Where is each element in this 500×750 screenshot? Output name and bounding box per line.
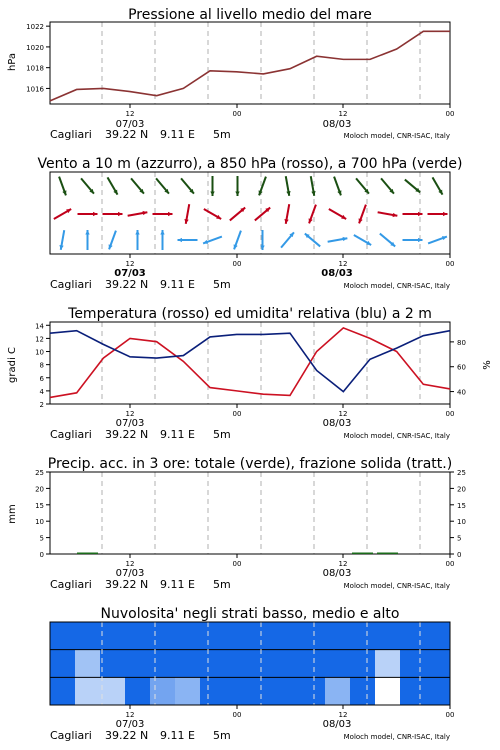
rh-ytick-label: 60 [457, 363, 466, 372]
cloud-cell [250, 622, 276, 650]
wind-arrow-head [93, 212, 98, 216]
wind-arrow-head [309, 218, 313, 223]
cloud-cell [125, 650, 151, 678]
wind-footer [50, 278, 450, 291]
temp-ytick-label: 14 [35, 322, 44, 331]
clouds-loc-lon: 9.11 E [160, 729, 195, 742]
wind-arrow-head [337, 190, 341, 195]
temp-ylabel: gradi C [7, 347, 18, 383]
temp-loc-lat: 39.22 N [105, 428, 149, 441]
clouds-credit: Moloch model, CNR-ISAC, Italy [343, 733, 450, 741]
precip-title: Precip. acc. in 3 ore: totale (verde), frazione solida (tratt.) [47, 456, 453, 472]
pressure-xtick-label: 00 [445, 110, 455, 118]
temperature-line [50, 328, 450, 398]
precip-ytick-label: 5 [39, 534, 44, 543]
wind-arrow-head [203, 240, 208, 244]
wind-arrow-head [210, 191, 214, 196]
pressure-loc-lon: 9.11 E [160, 128, 195, 141]
precip-loc-lat: 39.22 N [105, 578, 149, 591]
precip-xtick-label: 12 [125, 560, 135, 568]
temp-rh-plot [35, 322, 466, 418]
wind-arrow-head [443, 212, 448, 216]
precip-right-ytick-label: 5 [457, 534, 462, 543]
clouds-date-2: 08/03 [322, 719, 352, 730]
wind-loc-name: Cagliari [50, 278, 92, 291]
pressure-date-1: 07/03 [115, 119, 145, 130]
temp-loc-alt: 5m [213, 428, 231, 441]
cloud-cell [150, 622, 176, 650]
precip-loc-name: Cagliari [50, 578, 92, 591]
wind-arrow-head [235, 191, 239, 196]
cloud-cell [225, 677, 251, 705]
precip-ylabel: mm [7, 504, 18, 524]
cloud-cell [100, 622, 126, 650]
cloud-cell [350, 650, 376, 678]
precip-right-ytick-label: 20 [457, 485, 466, 494]
rh-ytick-label: 80 [457, 338, 466, 347]
clouds-xtick-label: 00 [232, 711, 242, 719]
clouds-title: Nuvolosita' negli strati basso, medio e alto [100, 606, 400, 622]
wind-xtick-label: 12 [125, 260, 135, 268]
clouds-loc-lat: 39.22 N [105, 729, 149, 742]
temp-xtick-label: 12 [125, 410, 135, 418]
precip-loc-alt: 5m [213, 578, 231, 591]
temp-ytick-label: 2 [39, 401, 44, 409]
pressure-xtick-label: 00 [232, 110, 242, 118]
cloud-cell [300, 622, 326, 650]
pressure-plot [26, 22, 454, 118]
wind-plot [50, 172, 454, 268]
precip-credit: Moloch model, CNR-ISAC, Italy [343, 582, 450, 590]
cloud-cell [175, 622, 201, 650]
pressure-loc-lat: 39.22 N [105, 128, 149, 141]
temp-credit: Moloch model, CNR-ISAC, Italy [343, 432, 450, 440]
pressure-ytick-label: 1020 [26, 43, 44, 52]
cloud-cell [150, 650, 176, 678]
cloud-cell [375, 622, 401, 650]
rh-ylabel: % [482, 360, 493, 370]
cloud-cell [275, 622, 301, 650]
cloud-cell [400, 677, 426, 705]
temp-date-1: 07/03 [115, 418, 145, 429]
wind-arrow-head [168, 212, 173, 216]
precip-right-ytick-label: 15 [457, 501, 466, 510]
precip-frame [50, 472, 450, 554]
precip-ytick-label: 25 [35, 469, 44, 477]
precip-ytick-label: 15 [35, 501, 44, 510]
wind-loc-alt: 5m [213, 278, 231, 291]
cloud-cell [100, 677, 126, 705]
wind-arrow-head [359, 218, 363, 223]
cloud-cell [175, 677, 201, 705]
wind-date-1: 07/03 [114, 268, 146, 279]
clouds-footer [50, 729, 450, 742]
precip-ytick-label: 20 [35, 485, 44, 494]
pressure-date-2: 08/03 [322, 119, 352, 130]
cloud-cell [250, 650, 276, 678]
pressure-line [50, 31, 450, 101]
cloud-cell [425, 622, 451, 650]
cloud-cell [125, 677, 151, 705]
precip-footer [50, 578, 450, 591]
wind-arrow-head [234, 244, 238, 249]
clouds-xtick-label: 12 [338, 711, 348, 719]
clouds-plot [50, 622, 454, 719]
wind-arrow-head [135, 230, 139, 235]
temp-xtick-label: 00 [445, 410, 455, 418]
pressure-loc-name: Cagliari [50, 128, 92, 141]
temp-loc-name: Cagliari [50, 428, 92, 441]
cloud-cell [325, 622, 351, 650]
cloud-cell [300, 650, 326, 678]
clouds-loc-alt: 5m [213, 729, 231, 742]
pressure-footer [50, 128, 450, 141]
temp-ytick-label: 10 [35, 348, 44, 357]
wind-arrow-head [178, 238, 183, 242]
wind-xtick-label: 00 [232, 260, 242, 268]
temp-xtick-label: 00 [232, 410, 242, 418]
cloud-cell [350, 677, 376, 705]
cloud-cell [125, 622, 151, 650]
cloud-cell [50, 650, 76, 678]
wind-arrow-head [442, 236, 447, 240]
wind-arrow-head [109, 244, 113, 249]
wind-loc-lon: 9.11 E [160, 278, 195, 291]
pressure-xtick-label: 12 [125, 110, 135, 118]
precip-bar [352, 553, 373, 555]
cloud-cell [325, 677, 351, 705]
temp-xtick-label: 12 [338, 410, 348, 418]
cloud-cell [50, 677, 76, 705]
clouds-date-1: 07/03 [115, 719, 145, 730]
wind-arrow-head [85, 230, 89, 235]
pressure-ytick-label: 1022 [26, 23, 44, 32]
clouds-xtick-label: 00 [445, 711, 455, 719]
pressure-ylabel: hPa [7, 52, 18, 72]
clouds-xtick-label: 12 [125, 711, 135, 719]
precip-date-2: 08/03 [322, 568, 352, 579]
pressure-loc-alt: 5m [213, 128, 231, 141]
cloud-cell [275, 650, 301, 678]
cloud-cell [400, 650, 426, 678]
pressure-xtick-label: 12 [338, 110, 348, 118]
temp-ytick-label: 8 [39, 361, 44, 370]
pressure-ytick-label: 1016 [26, 85, 44, 94]
cloud-cell [350, 622, 376, 650]
clouds-loc-name: Cagliari [50, 729, 92, 742]
wind-date-2: 08/03 [321, 268, 353, 279]
temp-ytick-label: 4 [39, 387, 44, 396]
wind-xtick-label: 00 [445, 260, 455, 268]
cloud-cell [200, 677, 226, 705]
wind-arrow-head [160, 230, 164, 235]
pressure-title: Pressione al livello medio del mare [128, 7, 372, 23]
cloud-cell [200, 650, 226, 678]
pressure-frame [50, 22, 450, 104]
wind-title: Vento a 10 m (azzurro), a 850 hPa (rosso), a 700 hPa (verde) [37, 156, 463, 172]
temp-title: Temperatura (rosso) ed umidita' relativa (blu) a 2 m [68, 306, 432, 322]
wind-xtick-label: 12 [338, 260, 348, 268]
wind-arrow-head [62, 190, 66, 195]
wind-loc-lat: 39.22 N [105, 278, 149, 291]
cloud-cell [425, 650, 451, 678]
cloud-cell [100, 650, 126, 678]
cloud-cell [150, 677, 176, 705]
cloud-cell [375, 677, 401, 705]
temp-loc-lon: 9.11 E [160, 428, 195, 441]
precip-right-ytick-label: 10 [457, 518, 466, 527]
precip-bar [377, 553, 398, 555]
precip-xtick-label: 00 [445, 560, 455, 568]
cloud-cell [75, 677, 101, 705]
temp-date-2: 08/03 [322, 418, 352, 429]
temp-ytick-label: 6 [39, 374, 44, 383]
cloud-cell [75, 622, 101, 650]
precip-xtick-label: 12 [338, 560, 348, 568]
cloud-cell [75, 650, 101, 678]
pressure-credit: Moloch model, CNR-ISAC, Italy [343, 132, 450, 140]
cloud-cell [225, 622, 251, 650]
cloud-cell [225, 650, 251, 678]
cloud-cell [400, 622, 426, 650]
rh-ytick-label: 40 [457, 388, 466, 397]
cloud-cell [300, 677, 326, 705]
precip-right-ytick-label: 25 [457, 469, 466, 477]
wind-arrow-head [118, 212, 123, 216]
precip-bar [77, 553, 98, 555]
precip-xtick-label: 00 [232, 560, 242, 568]
temp-footer [50, 428, 450, 441]
cloud-cell [325, 650, 351, 678]
pressure-ytick-label: 1018 [26, 64, 44, 73]
cloud-cell [250, 677, 276, 705]
humidity-line [50, 331, 450, 392]
cloud-cell [425, 677, 451, 705]
wind-credit: Moloch model, CNR-ISAC, Italy [343, 282, 450, 290]
precip-right-ytick-label: 0 [457, 551, 462, 559]
precip-ytick-label: 0 [39, 551, 44, 559]
cloud-cell [175, 650, 201, 678]
precip-plot [35, 469, 466, 568]
precip-date-1: 07/03 [115, 568, 145, 579]
temp-ytick-label: 12 [35, 335, 44, 344]
cloud-cell [50, 622, 76, 650]
precip-loc-lon: 9.11 E [160, 578, 195, 591]
cloud-cell [275, 677, 301, 705]
precip-ytick-label: 10 [35, 518, 44, 527]
cloud-cell [200, 622, 226, 650]
cloud-cell [375, 650, 401, 678]
